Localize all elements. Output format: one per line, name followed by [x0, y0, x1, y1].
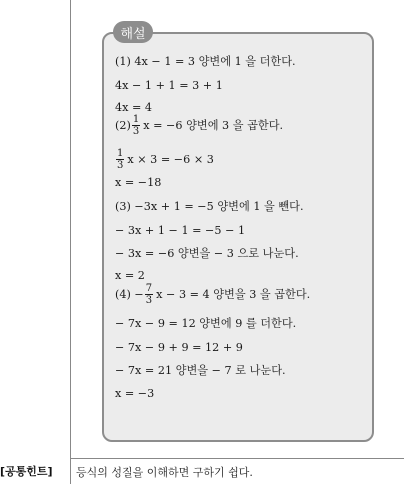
- solution-line-8: − 3x + 1 − 1 = −5 − 1: [115, 224, 246, 237]
- solution-line-2: 4x − 1 + 1 = 3 + 1: [115, 79, 223, 92]
- solution-box: [102, 32, 374, 442]
- part-2-marker: (2): [115, 118, 131, 132]
- fraction-numerator: 7: [145, 283, 153, 294]
- solution-line-15: x = −3: [115, 387, 155, 400]
- solution-line-4-text: x = −6 양변에 3 을 곱한다.: [143, 118, 284, 132]
- solution-line-3: 4x = 4: [115, 101, 153, 114]
- fraction-one-third: [116, 148, 124, 171]
- fraction-seven-thirds: [145, 283, 153, 306]
- solution-line-13: − 7x − 9 + 9 = 12 + 9: [115, 341, 243, 354]
- solution-line-11: [115, 283, 310, 306]
- solution-line-6: x = −18: [115, 176, 162, 189]
- solution-line-12: − 7x − 9 = 12 양변에 9 를 더한다.: [115, 317, 297, 330]
- fraction-numerator: 1: [132, 114, 140, 125]
- solution-line-5-text: x × 3 = −6 × 3: [127, 152, 214, 166]
- fraction-denominator: 3: [132, 126, 140, 137]
- fraction-numerator: 1: [117, 148, 124, 159]
- common-hint-label: [공통힌트]: [0, 465, 53, 478]
- solution-line-4: [115, 114, 283, 137]
- solution-line-10: x = 2: [115, 269, 145, 282]
- solution-line-9: − 3x = −6 양변을 − 3 으로 나눈다.: [115, 247, 299, 260]
- part-4-marker: (4) −: [115, 287, 144, 301]
- solution-line-11-text: x − 3 = 4 양변을 3 을 곱한다.: [156, 287, 311, 301]
- solution-line-5: [115, 148, 214, 171]
- solution-line-1: (1) 4x − 1 = 3 양변에 1 을 더한다.: [115, 55, 296, 68]
- hint-divider: [70, 458, 404, 459]
- fraction-one-third: [132, 114, 140, 137]
- common-hint-text: 등식의 성질을 이해하면 구하기 쉽다.: [76, 466, 253, 479]
- solution-line-7: (3) −3x + 1 = −5 양변에 1 을 뺀다.: [115, 200, 304, 213]
- solution-tab: 해설: [113, 21, 153, 43]
- fraction-denominator: 3: [145, 295, 153, 306]
- solution-line-14: − 7x = 21 양변을 − 7 로 나눈다.: [115, 364, 286, 377]
- fraction-denominator: 3: [117, 160, 124, 171]
